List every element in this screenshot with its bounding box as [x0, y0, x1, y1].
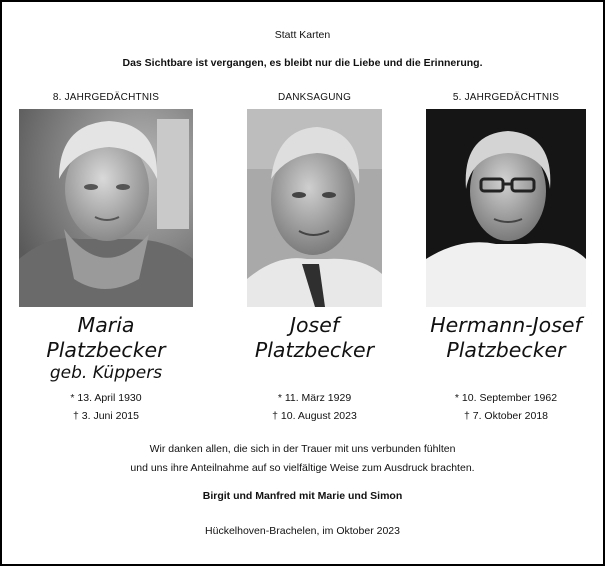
anniversary-label: 5. JAHRGEDÄCHTNIS — [452, 92, 560, 103]
family-signature: Birgit und Manfred mit Marie und Simon — [202, 490, 403, 502]
person-column-hermann-josef — [426, 91, 586, 425]
life-dates — [19, 389, 193, 425]
place-date: Hückelhoven-Brachelen, im Oktober 2023 — [205, 525, 400, 537]
birth-date: * 11. März 1929 — [277, 392, 352, 404]
life-dates — [247, 389, 382, 425]
person-column-josef — [247, 91, 382, 425]
birth-date: * 13. April 1930 — [70, 392, 142, 404]
thanks-text: Wir danken allen, die sich in der Trauer mit uns verbunden fühlten und uns ihre Anteilnahme auf so vielfältige Weise zum Ausdruck brachten. — [130, 443, 475, 474]
anniversary-label: 8. JAHRGEDÄCHTNIS — [52, 92, 160, 103]
person-name: Josef Platzbecker — [254, 313, 375, 362]
portrait-photo-hermann-josef — [426, 109, 586, 307]
death-date: † 10. August 2023 — [272, 410, 357, 422]
person-column-maria — [19, 91, 193, 425]
portrait-photo-josef — [247, 109, 382, 307]
life-dates — [426, 389, 586, 425]
birth-name: geb. Küppers — [49, 363, 163, 383]
thanks-label: DANKSAGUNG — [277, 92, 352, 103]
statt-karten-line: Statt Karten — [274, 29, 331, 41]
person-name: Maria Platzbecker geb. Küppers — [19, 313, 193, 383]
death-date: † 7. Oktober 2018 — [463, 410, 549, 422]
portrait-photo-maria — [19, 109, 193, 307]
death-date: † 3. Juni 2015 — [73, 410, 139, 422]
motto: Das Sichtbare ist vergangen, es bleibt nur die Liebe und die Erinnerung. — [122, 57, 483, 69]
person-name: Hermann-Josef Platzbecker — [430, 313, 582, 362]
birth-date: * 10. September 1962 — [454, 392, 558, 404]
